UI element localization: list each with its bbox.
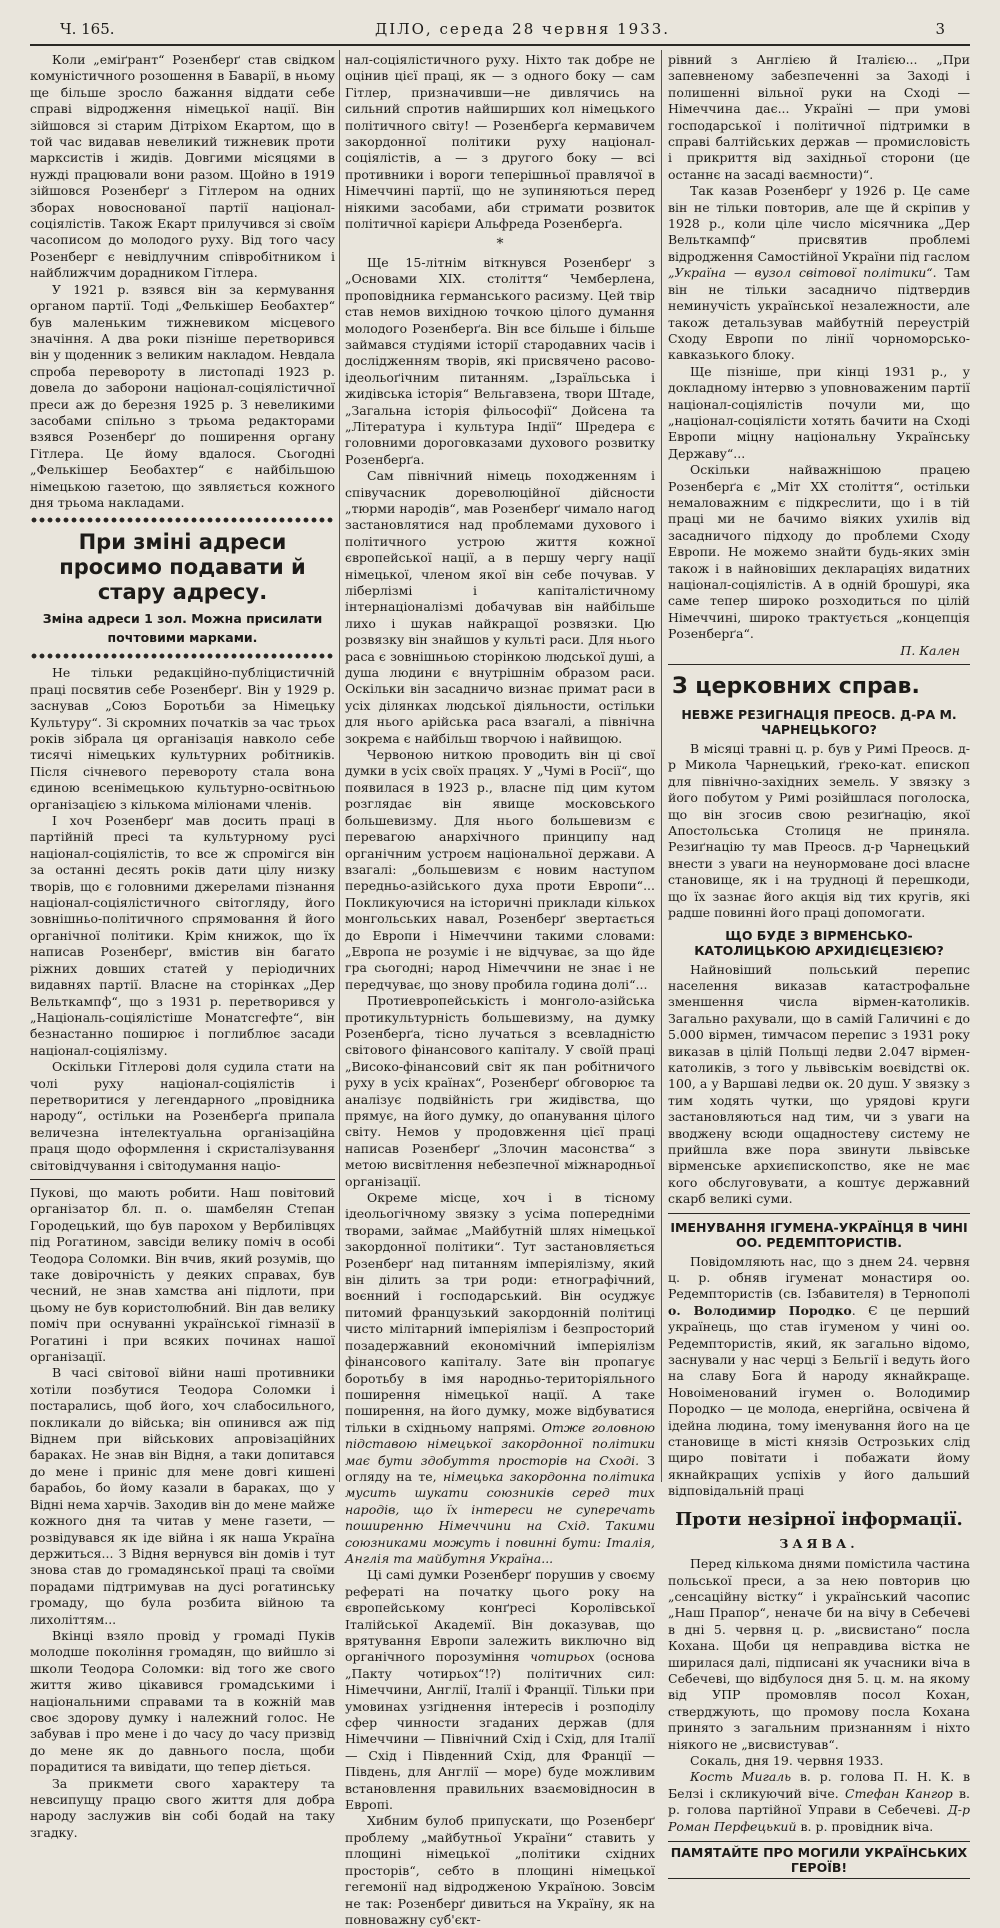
article-author: П. Кален [900, 642, 960, 658]
paragraph: У 1921 р. взявся він за кермування органом партії. Тоді „Фелькішер Беобахтер“ був маленьким тижневиком місцевого значіння. А два роки пізніше перетворився він у щоденник з великим накладом. Невдала спроба перевороту в листопаді 1923 р. довела до заборони націонал-соціялістичної преси аж до березня 1925 р. З невеликими засобами спільно з трьома редакторами взявся Розенберґ до поширення органу Гітлера. Це йому вдалося. Сьогодні „Фелькішер Беобахтер“ є найбільшою німецькою газетою, що зявляється кожного дня трьома накладами. [30, 281, 335, 510]
paragraph: В часі світової війни наші противники хотіли позбутися Теодора Соломки і постарались, щоб його, хоч слабосильного, покликали до війська; він опинився аж під Віднем при військових апровізаційних бараках. Не знав він Відня, а таки допитався до мене і приніс для мене довгі кишені барабоь, бо йому казали в бараках, що у Відні нема харчів. Заходив він до мене майже кожного дня та читав у мене газети, — розвідувався як іде війна і як наша Україна держиться... З Відня вернувся він домів і тут знова став до громадянської праці та своїми порадами підтримував на дусі рогатинську громаду, що була розбита війною та лихоліттям... [30, 1365, 335, 1627]
column-3 [668, 52, 970, 1875]
paragraph: Оскільки Гітлерові доля судила стати на чолі руху націонал-соціялістів і перетворитися у легендарного „провідника народу“, остільки на Розенберґа припала величезна інтелектуальна організаційна праця щодо оформлення і скристалізування світовідчування і світодумання націо- [30, 1059, 335, 1173]
paragraph: нал-соціялістичного руху. Ніхто так добре не оцінив цієї праці, як — з одного боку — сам Гітлер, призначивши—не дивлячись на сильний спротив найширших кол німецького політичного світу! — Розенберґа кермавичем закордонної політики руху націонал-соціялістів, а — з другого боку — всі противники і вороги теперішньої правлячої в Німеччині партії, що не зупиняються перед ніякими засобами, аби стримати розвиток політичної карієри Альфреда Розенберґа. [345, 52, 655, 232]
paragraph: рівний з Англією й Італією... „При запевненому забезпеченні за Заході і полишенні вільної руки на Сході — Німеччина дає... Україні — при умові господарської і політичної підтримки в справі балтійських держав — промисловість і прикриття від західньої сторони (це останнє на засаді ваємности)“. [668, 52, 970, 182]
section-rule [668, 664, 970, 665]
section-rule [30, 1179, 335, 1180]
paragraph: Пукові, що мають робити. Наш повітовий організатор бл. п. о. шамбелян Степан Городецький, що був парохом у Вербилівцях під Рогатином, завсіди велику поміч в особі Теодора Соломки. Він вчив, який розумів, що таке довірочність у деяких справах, був чесний, не знав хамства ані підлоти, при цьому не був користолюбний. Він дав велику поміч при оснуванні української гімназії в Рогатині і при всяких починах нашої організації. [30, 1184, 335, 1365]
paragraph: Вкінці взяло провід у громаді Пуків молодше покоління громадян, що вийшло зі школи Теодора Соломки: від того же свого життя живо цікавився громадськими і національними справами та в кожній мав своє здорову думку і належний голос. Не забував і про мене і до часу до часу призвід до мене як до давнього посла, щоби порадитися та вивідати, що тепер діється. [30, 1627, 335, 1775]
notice-title: При зміні адреси просимо подавати й стару адресу. [59, 530, 306, 605]
section-star: * [496, 236, 504, 253]
page-header [30, 18, 970, 46]
dotted-rule [30, 516, 335, 524]
article-heading: ЩО БУДЕ З ВІРМЕНСЬКО-КАТОЛИЦЬКОЮ АРХИДІЄЦЕЗІЄЮ? [694, 927, 944, 958]
masthead: ДІЛО, середа 28 червня 1933. [375, 20, 671, 38]
article-heading: НЕВЖЕ РЕЗИГНАЦІЯ ПРЕОСВ. Д-РА М. ЧАРНЕЦЬКОГО? [681, 707, 957, 738]
paragraph: Протиевропейськість і монголо-азійська протикультурність большевизму, на думку Розенберґа, тісно лучаться з всевладністю світового фінансового капіталу. У своїй праці „Високо-фінансовий світ як пан робітничого руху в усіх країнах“, Розенберґ обговорює та аналізує подвійність гри жидівства, що прямує, на його думку, до опанування цілого світу. Немов у продовження цієї праці написав Розенберґ „Злочин масонства“ з метою висвітлення небезпечної міжнародньої організації. [345, 993, 655, 1189]
paragraph: Повідомляють нас, що з днем 24. червня ц. р. обняв ігуменат монастиря оо. Редемптористів (св. Ізбавителя) в Тернополі о. Володимир Породко. Є це перший українець, що став ігуменом у чині оо. Редемптористів, який, як загально відомо, заснували у нас черці з Бельгії і ведуть його на славу Бога й народу якнайкраще. Новоіменований ігумен о. Володимир Породко — це молода, енергійна, освічена й ідейна людина, тому іменування його на це становище в місті князів Острозьких слід щиро повітати і побажати йому якнайкращих успіхів у його дальший відповідальній праці [668, 1253, 970, 1499]
paragraph: Ще 15-літнім віткнувся Розенберґ з „Основами XIX. століття“ Чемберлена, проповідника германського расизму. Цей твір став немов вихідною точкою цілого думання молодого Розенберґа. Він все більше і більше займався студіями історії стародавних часів і дослідженням творів, які присвячено расово-ідеольоґічним питанням. „Ізраїльська і жидівська історія“ Вельгавзена, твори Штаде, „Загальна історія фільософії“ Дойсена та „Література і культура Індії“ Шредера є головними дороговказами духового розвитку Розенберґа. [345, 254, 655, 467]
paragraph: В місяці травні ц. р. був у Римі Преосв. д-р Микола Чарнецький, ґреко-кат. епископ для північно-західних земель. У звязку з його побутом у Римі розійшлася поголоска, що він згосив свою резиґнацію, якої Апостольська Столиця не приняла. Резиґнацію ту мав Преосв. д-р Чарнецький внести з уваги на неунормоване досі власне становище, як і на трудноці й перешкоди, що їх зазнає його акція від тих кругів, які радше повинні його праці допомогати. [668, 741, 970, 921]
article-heading: ІМЕНУВАННЯ ІГУМЕНА-УКРАЇНЦЯ В ЧИНІ ОО. РЕДЕМПТОРИСТІВ. [670, 1219, 968, 1250]
paragraph: Ці самі думки Розенберґ порушив у своєму рефераті на початку цього року на європейському конґресі Королівської Італійської Академії. Він доказував, що врятування Европи залежить виключно від органічного порозуміння чотирьох (основа „Пакту чотирьох“!?) політичних сил: Німеччини, Англії, Італії і Франції. Тільки при умовинах узгіднення інтересів і розподілу сфер чинности згаданих держав (для Німеччини — Північний Схід і Схід, для Італії — Схід і Південний Схід, для Франції — Південь, для Англії — море) буде можливим встановлення правильних взаємовідносин в Европі. [345, 1567, 655, 1813]
notice-subtitle: Зміна адреси 1 зол. Можна присилати почтовими марками. [42, 611, 323, 646]
paragraph: Ще пізніше, при кінці 1931 р., у докладному інтервю з уповноваженим партії націонал-соціялістів почули ми, що „націонал-соціялісти хотять бачити на Сході Европи міцну національну Українську Державу“... [668, 363, 970, 461]
statement-label: ЗАЯВА. [779, 1535, 859, 1551]
column-1 [30, 52, 335, 1840]
column-2 [345, 52, 655, 1927]
paragraph: Червоною ниткою проводить він ці свої думки в усіх своїх працях. У „Чумі в Росії“, що появилася в 1923 р., власне під цим кутом розглядає він явище московського большевизму. Для нього большевизм є перевагою анархічного принципу над органічним устроєм національної держави. А взагалі: „большевизм є новим наступом передньо-азійського духа проти Европи“... Покликуючися на історичні приклади кількох монгольських навал, Розенберґ звертається до Европи і Німеччини такими словами: „Европа не розуміє і не відчуває, за що йде гра сьогодні; народ Німеччини не знає і не передчуває, що знову пробила година долі“... [345, 747, 655, 992]
paragraph: Коли „еміґрант“ Розенберґ став свідком комуністичного розошення в Баварії, в ньому ще більше зросло бажання віддати себе справі відродження німецької нації. Він зійшовся зі старим Дітріхом Екартом, що в той час видавав невеликий тижневик проти марксистів і жидів. Довгими місяцями в нужді працювали вони разом. Щойно в 1919 зійшовся Розенберґ з Гітлером на одних зборах новоснованої партії націонал-соціялістів. Також Екарт прилучився зі своїм часописом до молодого руху. Від того часу Розенберг є невідлучним співробітником і найближчим дорадником Гітлера. [30, 52, 335, 281]
paragraph: Оскільки найважнішою працею Розенберґа є „Міт ХХ століття“, остільки немаловажним є підкреслити, що і в тій праці ми не бачимо віяких ухилів від засадничого підходу до проблеми Сходу Европи. Не можемо знайти будь-яких змін також і в найновіших деклараціях видатних націонал-соціялістів. А в одній брошурі, яка саме тепер широко розходиться по цілій Німеччині, широко трактується „концепція Розенберґа“. [668, 462, 970, 642]
paragraph: Найновіший польський перепис населення виказав катастрофальне зменшення числа вірмен-католиків. Загально рахували, що в самій Галичині є до 5.000 вірмен, тимчасом перепис з 1931 року виказав в цілій Польщі ледви 2.047 вірмен-католиків, з того у львівськім воєвідстві ок. 100, а у Варшаві ледви ок. 20 душ. У звязку з тим ходять чутки, що урядові круги застановляються над тим, чи з уваги на вводжену всюди ощадностеву систему не прийшла вже пора звинути львівське вірменське архиєпископство, яке не має кого обслуговувати, а коштує державний скарб великі суми. [668, 961, 970, 1207]
paragraph: І хоч Розенберґ мав досить праці в партійній пресі та культурному русі націонал-соціялістів, то все ж спромігся він за останні десять років дати цілу низку творів, що є головними джерелами пізнання націонал-соціялістичного світогляду, його зовнішньо-політичного спрямовання й його органічної політики. Крім книжок, що їх написав Розенберґ, вмістив він багато ріжних довших статей у періодичних видавнях партії. Власне на сторінках „Дер Вельткампф“, що з 1931 р. перетворився у „Національ-соціялістіше Монатсгефте“, він безнастанно поширює і поглиблює засади націонал-соціялізму. [30, 813, 335, 1058]
paragraph: Окреме місце, хоч і в тісному ідеольогічному звязку з усіма попередніми творами, займає „Майбутній шлях німецької закордонної політики“. Тут застановляється Розенберґ над питанням імперіялізму, який він ділить за три роди: етнографічний, воєнний і господарський. Він осуджує питомий французький закордонній політиці чисто мілітарний імперіялізм і безпросторий позадержавний економічний імперіялізм фінансового капіталу. Зате він пропагує боротьбу в імя народньо-територіяльного поширення німецької нації. А таке поширення, на його думку, може відбуватися тільки в східньому напрямі. Отже головною підставою німецької закордонної політики має бути здобуття просторів на Сході. З огляду на те, німецька закордонна політика мусить шукати союзників серед тих народів, що їх інтереси не суперечать поширенню Німеччини на Схід. Такими союзниками можуть і повинні бути: Італія, Англія та майбутня Україна... [345, 1190, 655, 1566]
column-divider [339, 50, 340, 1482]
paragraph: Сам північний німець походженням і співучасник дореволюційної дійсности „тюрми народів“, мав Розенберґ чимало нагод застановлятися над проблемами духового і політичного устрою життя кожної європейської нації, а в першу чергу нації німецької, членом якої він себе почував. У ліберлізмі і капіталістичному інтернаціоналізмі добачував він найбільше лихо і шукав найкращої розвязки. Цю розвязку він знайшов у культі раси. Для нього раса є зовнішньою сторінкою людської душі, а душа людини є внутрішнім образом раси. Оскільки він засадничо визнає примат раси в усіх ділянках людської діяльности, остільки для нього арійська раса взагалі, а північна зокрема є найбільш творчою і найвищою. [345, 468, 655, 746]
issue-number: Ч. 165. [60, 20, 115, 38]
paragraph: Перед кількома днями помістила частина польської преси, а за нею повторив цю „сенсаційну вістку“ і український часопис „Наш Прапор“, неначе би на вічу в Себечеві в дні 5. червня ц. р. „висвистано“ посла Кохана. Щоби ця неправдива вістка не ширилася далі, підписані як учасники віча в Себечеві, що відбулося дня 5. ц. м. на якому від УПР промовляв посол Кохан, стверджують, що промову посла Кохана принято з загальним признанням і ніхто ніякого не „висвистував“. [668, 1556, 970, 1752]
section-title: З церковних справ. [672, 674, 920, 700]
bottom-banner: ПАМЯТАЙТЕ ПРО МОГИЛИ УКРАЇНСЬКИХ ГЕРОЇВ! [668, 1841, 970, 1879]
paragraph: Не тільки редакційно-публіцистичній праці посвятив себе Розенберґ. Він у 1929 р. заснував „Союз Боротьби за Німецьку Культуру“. Зі скромних початків за час трьох років зібрала ця організація навколо себе тисячі німецьких культурних робітників. Після січневого перевороту стала вона єдиною всенімецькою культурно-освітньою організацією з кількома міліонами членів. [30, 665, 335, 812]
statement-headline: Проти незірної інформації. [675, 1508, 963, 1530]
paragraph: Хибним булоб припускати, що Розенберґ проблему „майбутньої України“ ставить у площині німецької „політики східних просторів“, себто в площині німецької гегемонії над відродженою Україною. Зовсім не так: Розенберґ дивиться на Україну, як на повноважну суб'єкт- [345, 1813, 655, 1927]
paragraph: Сокаль, дня 19. червня 1933. [690, 1752, 884, 1768]
section-rule [668, 1213, 970, 1214]
page-number: 3 [935, 20, 945, 38]
paragraph: Так казав Розенберґ у 1926 р. Це саме він не тільки повторив, але ще й скріпив у 1928 р., коли ціле число місячника „Дер Вельткампф“ присвятив проблемі відродження Самостійної України під гаслом „Україна — вузол світової політики“. Там він не тільки засадничо підтвердив неминучість української незалежности, але також детальзував майбутній переустрій Сходу Европи по лінії чорноморсько-кавказького блоку. [668, 183, 970, 363]
column-divider [661, 50, 662, 1482]
paragraph: За прикмети свого характеру та невсипущу працю свого життя для добра народу заслужив він собі бодай на таку згадку. [30, 1775, 335, 1840]
dotted-rule [30, 652, 335, 660]
paragraph: Кость Мигаль в. р. голова П. Н. К. в Белзі і скликуючий віче. Стефан Кангор в. р. голова партійної Управи в Себечеві. Д-р Роман Перфецький в. р. провідник віча. [668, 1769, 970, 1834]
